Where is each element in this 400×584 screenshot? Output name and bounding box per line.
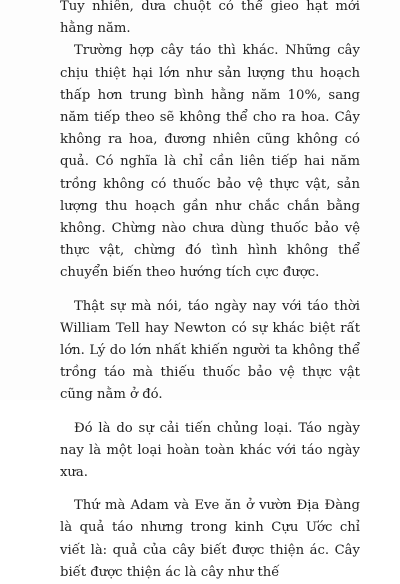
paragraph-2: Trường hợp cây táo thì khác. Những cây chịu thiệt hại lớn như sản lượng thu hoạch thấp hơn trung bình hằng năm 10%, sang năm tiếp theo sẽ không thể cho ra hoa. Cây không ra hoa, đương nhiên cũng không có quả. Có nghĩa là chỉ cần liên tiếp hai năm trồng không có thuốc bảo vệ thực vật, sản lượng thu hoạch gần như chắc chắn bằng không. Chừng nào chưa dùng thuốc bảo vệ thực vật, chừng đó tình hình không thể chuyển biến theo hướng tích cực được.: [60, 43, 360, 281]
body-text: [60, 0, 360, 584]
paragraph-1: Tuy nhiên, dưa chuột có thể gieo hạt mới hằng năm.: [60, 0, 360, 37]
paragraph-3: Thật sự mà nói, táo ngày nay với táo thời William Tell hay Newton có sự khác biệt rất lớn. Lý do lớn nhất khiến người ta không thể trồng táo mà thiếu thuốc bảo vệ thực vật cũng nằm ở đó.: [60, 298, 360, 403]
paragraph-4: Đó là do sự cải tiến chủng loại. Táo ngày nay là một loại hoàn toàn khác với táo ngày xưa.: [60, 420, 360, 481]
paragraph-5: Thứ mà Adam và Eve ăn ở vườn Địa Đàng là quả táo nhưng trong kinh Cựu Ước chỉ viết là: quả của cây biết được thiện ác. Cây biết được thiện ác là cây như thế: [60, 498, 360, 580]
